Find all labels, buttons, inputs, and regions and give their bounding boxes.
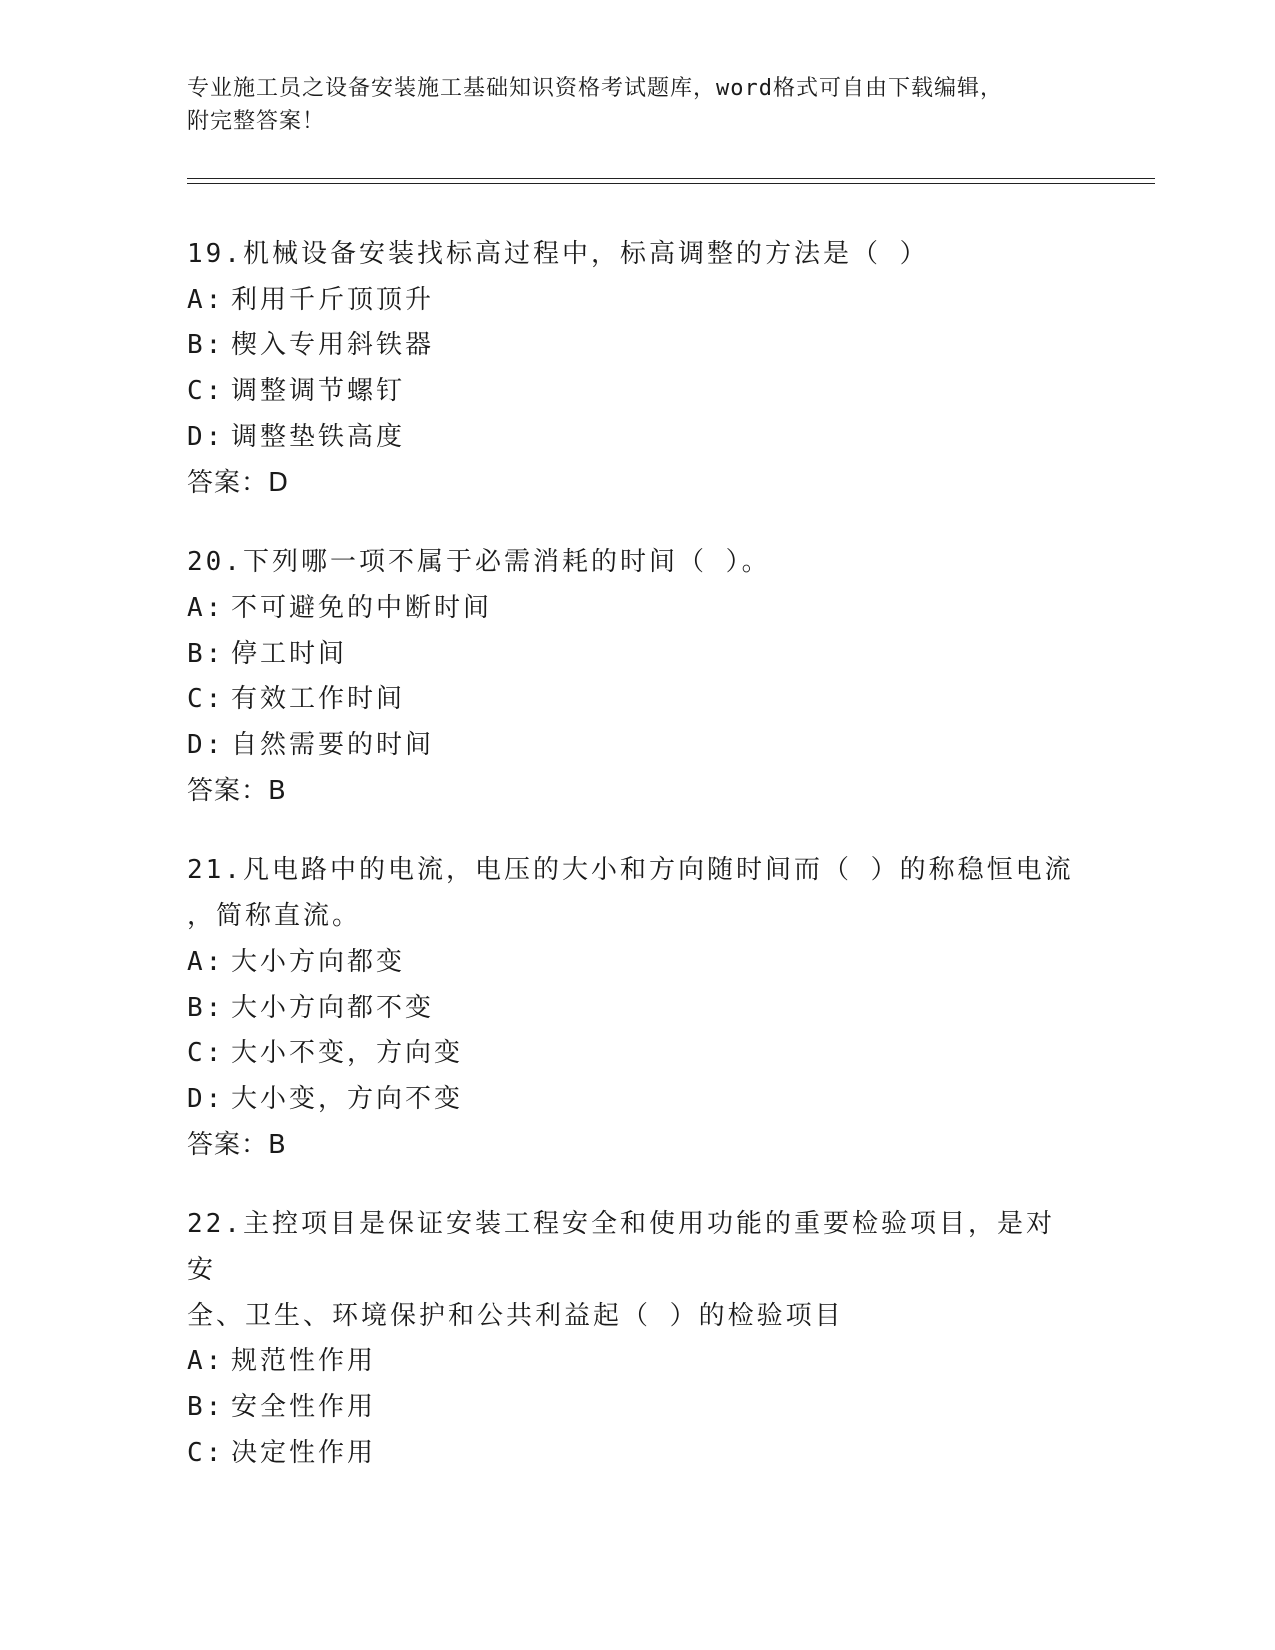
option-b xyxy=(187,323,1147,369)
option-a xyxy=(187,586,1147,632)
option-a xyxy=(187,1339,1147,1385)
document-header xyxy=(187,72,1087,138)
option-text: 大小方向都变 xyxy=(231,946,406,977)
option-c xyxy=(187,369,1147,415)
question-stem-continued: 全、卫生、环境保护和公共利益起（ ）的检验项目 xyxy=(187,1300,844,1331)
option-text: 停工时间 xyxy=(231,638,348,669)
option-letter: A: xyxy=(187,592,225,623)
option-text: 大小方向都不变 xyxy=(231,992,435,1023)
option-letter: B: xyxy=(187,638,225,669)
option-letter: B: xyxy=(187,992,225,1023)
option-text: 不可避免的中断时间 xyxy=(231,592,493,623)
option-c xyxy=(187,1031,1147,1077)
option-a xyxy=(187,278,1147,324)
option-letter: C: xyxy=(187,684,225,715)
option-letter: A: xyxy=(187,1346,225,1377)
option-letter: A: xyxy=(187,284,225,315)
answer-line: 答案：B xyxy=(187,1129,287,1160)
question-21 xyxy=(187,848,1147,1168)
question-19 xyxy=(187,232,1147,506)
option-text: 决定性作用 xyxy=(231,1437,377,1468)
question-list xyxy=(187,232,1147,1511)
option-c xyxy=(187,1431,1147,1477)
option-text: 大小变，方向不变 xyxy=(231,1083,464,1114)
question-stem-continued: ，简称直流。 xyxy=(187,901,362,932)
question-22 xyxy=(187,1202,1147,1476)
question-20 xyxy=(187,540,1147,814)
option-b xyxy=(187,632,1147,678)
option-b xyxy=(187,986,1147,1032)
option-text: 调整调节螺钉 xyxy=(231,376,406,407)
option-c xyxy=(187,677,1147,723)
option-text: 有效工作时间 xyxy=(231,684,406,715)
option-letter: B: xyxy=(187,1392,225,1423)
header-divider-bottom xyxy=(187,183,1155,184)
answer-line: 答案：D xyxy=(187,467,290,498)
question-stem: 20.下列哪一项不属于必需消耗的时间（ ）。 xyxy=(187,547,771,578)
option-text: 利用千斤顶顶升 xyxy=(231,284,435,315)
option-letter: A: xyxy=(187,946,225,977)
option-b xyxy=(187,1385,1147,1431)
option-letter: C: xyxy=(187,376,225,407)
option-letter: C: xyxy=(187,1437,225,1468)
option-letter: D: xyxy=(187,1083,225,1114)
option-d xyxy=(187,415,1147,461)
option-text: 楔入专用斜铁器 xyxy=(231,330,435,361)
option-text: 大小不变，方向变 xyxy=(231,1038,464,1069)
option-d xyxy=(187,1077,1147,1123)
header-title-line1: 专业施工员之设备安装施工基础知识资格考试题库，word格式可自由下载编辑， xyxy=(187,76,1003,101)
option-letter: B: xyxy=(187,330,225,361)
option-letter: D: xyxy=(187,421,225,452)
answer-line: 答案：B xyxy=(187,775,287,806)
option-d xyxy=(187,723,1147,769)
header-divider-top xyxy=(187,178,1155,179)
option-a xyxy=(187,940,1147,986)
option-text: 安全性作用 xyxy=(231,1392,377,1423)
option-text: 自然需要的时间 xyxy=(231,730,435,761)
question-stem: 19.机械设备安装找标高过程中，标高调整的方法是（ ） xyxy=(187,239,929,269)
option-text: 调整垫铁高度 xyxy=(231,421,406,452)
question-stem: 22.主控项目是保证安装工程安全和使用功能的重要检验项目，是对安 xyxy=(187,1209,1055,1286)
header-title-line2: 附完整答案！ xyxy=(187,109,326,134)
option-letter: C: xyxy=(187,1038,225,1069)
question-stem: 21.凡电路中的电流，电压的大小和方向随时间而（ ）的称稳恒电流 xyxy=(187,855,1074,886)
option-letter: D: xyxy=(187,730,225,761)
option-text: 规范性作用 xyxy=(231,1346,377,1377)
